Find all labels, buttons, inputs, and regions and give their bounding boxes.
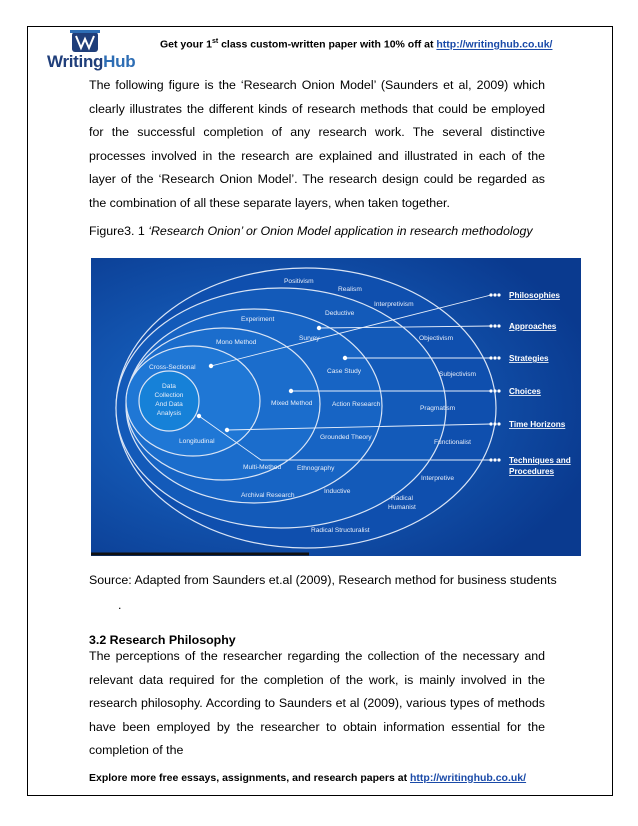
label-subjectivism: Subjectivism bbox=[439, 371, 477, 378]
marker-dot bbox=[493, 293, 496, 296]
label-action-research: Action Research bbox=[332, 401, 381, 408]
marker-dot bbox=[493, 356, 496, 359]
page-header bbox=[160, 38, 552, 51]
label-experiment: Experiment bbox=[241, 316, 275, 323]
marker-dot bbox=[197, 414, 201, 418]
label-inductive: Inductive bbox=[324, 488, 351, 495]
marker-dot bbox=[343, 356, 347, 360]
layer-procedures: Procedures bbox=[509, 467, 555, 476]
marker-dot bbox=[497, 356, 500, 359]
layer-choices: Choices bbox=[509, 387, 541, 396]
header-link[interactable]: http://writinghub.co.uk/ bbox=[436, 38, 553, 51]
layer-approaches: Approaches bbox=[509, 322, 557, 331]
marker-dot bbox=[489, 458, 492, 461]
layer-techniques: Techniques and bbox=[509, 456, 571, 465]
center-line-1: Data bbox=[162, 383, 176, 390]
label-case-study: Case Study bbox=[327, 368, 362, 375]
marker-dot bbox=[489, 293, 492, 296]
label-positivism: Positivism bbox=[284, 278, 314, 285]
label-deductive: Deductive bbox=[325, 310, 355, 317]
layer-time-horizons: Time Horizons bbox=[509, 420, 566, 429]
label-ethnography: Ethnography bbox=[297, 465, 335, 472]
label-survey: Survey bbox=[299, 335, 320, 342]
marker-dot bbox=[493, 324, 496, 327]
header-text-after: class custom-written paper with 10% off at bbox=[218, 38, 437, 51]
label-multi-method: Multi-Method bbox=[243, 464, 282, 471]
center-line-2: Collection bbox=[154, 392, 184, 399]
marker-dot bbox=[489, 324, 492, 327]
brand-name bbox=[47, 52, 135, 72]
layer-philosophies: Philosophies bbox=[509, 291, 560, 300]
layer-strategies: Strategies bbox=[509, 354, 549, 363]
label-radical: Radical bbox=[391, 495, 413, 502]
marker-dot bbox=[497, 422, 500, 425]
label-functionalist: Functionalist bbox=[434, 439, 472, 446]
label-cross-sectional: Cross-Sectional bbox=[149, 364, 196, 371]
label-realism: Realism bbox=[338, 286, 362, 293]
header-superscript: st bbox=[211, 38, 219, 45]
header-text: Get your 1 bbox=[160, 38, 212, 51]
label-humanist: Humanist bbox=[388, 504, 416, 511]
marker-dot bbox=[497, 458, 500, 461]
marker-dot bbox=[489, 389, 492, 392]
marker-dot bbox=[289, 389, 293, 393]
figure-caption bbox=[89, 224, 533, 238]
footer-text: Explore more free essays, assignments, and research papers at bbox=[89, 772, 410, 784]
label-pragmatism: Pragmatism bbox=[420, 405, 456, 412]
research-onion-diagram bbox=[91, 258, 581, 556]
marker-dot bbox=[209, 364, 213, 368]
marker-dot bbox=[317, 326, 321, 330]
figure-caption-prefix: Figure3. 1 bbox=[89, 224, 149, 238]
brand-name-part2: Hub bbox=[103, 52, 136, 71]
label-longitudinal: Longitudinal bbox=[179, 438, 215, 445]
marker-dot bbox=[497, 293, 500, 296]
marker-dot bbox=[489, 422, 492, 425]
label-radical-structuralist: Radical Structuralist bbox=[311, 527, 370, 534]
label-interpretivism: Interpretivism bbox=[374, 301, 414, 308]
label-grounded-theory: Grounded Theory bbox=[320, 434, 372, 441]
label-archival-research: Archival Research bbox=[241, 492, 295, 499]
marker-dot bbox=[225, 428, 229, 432]
marker-dot bbox=[489, 356, 492, 359]
center-line-4: Analysis bbox=[156, 410, 182, 417]
marker-dot bbox=[493, 389, 496, 392]
section-heading: 3.2 Research Philosophy bbox=[89, 633, 236, 647]
center-line-3: And Data bbox=[155, 401, 183, 408]
brand-name-part1: Writing bbox=[47, 52, 104, 71]
marker-dot bbox=[497, 389, 500, 392]
label-mixed-method: Mixed Method bbox=[271, 400, 313, 407]
page-footer bbox=[89, 772, 526, 784]
intro-paragraph: The following figure is the ‘Research Onion Model’ (Saunders et al, 2009) which clearly illustrates the different kinds of research methods that could be employed for the successful completion of any research work. The several distinctive processes involved in the research are explained and illustrated in each of the layer of the ‘Research Onion Model’. The research design could be regarded as the combination of all these separate layers, when taken together. bbox=[89, 78, 545, 210]
marker-dot bbox=[493, 458, 496, 461]
footer-link[interactable]: http://writinghub.co.uk/ bbox=[410, 772, 527, 784]
label-interpretive: Interpretive bbox=[421, 475, 454, 482]
marker-dot bbox=[497, 324, 500, 327]
label-objectivism: Objectivism bbox=[419, 335, 454, 342]
figure-caption-title: ‘Research Onion’ or Onion Model application in research methodology bbox=[148, 224, 533, 238]
label-mono-method: Mono Method bbox=[216, 339, 257, 346]
figure-source: Source: Adapted from Saunders et.al (2009), Research method for business students bbox=[89, 573, 557, 587]
stray-dot: . bbox=[118, 598, 122, 612]
philosophy-paragraph: The perceptions of the researcher regarding the collection of the necessary and relevant data required for the completion of the work, is mainly involved in the research philosophy. According to Saunders et al (2009), various types of methods have been employed by the researcher to obtain information essential for the completion of the bbox=[89, 649, 545, 757]
marker-dot bbox=[493, 422, 496, 425]
